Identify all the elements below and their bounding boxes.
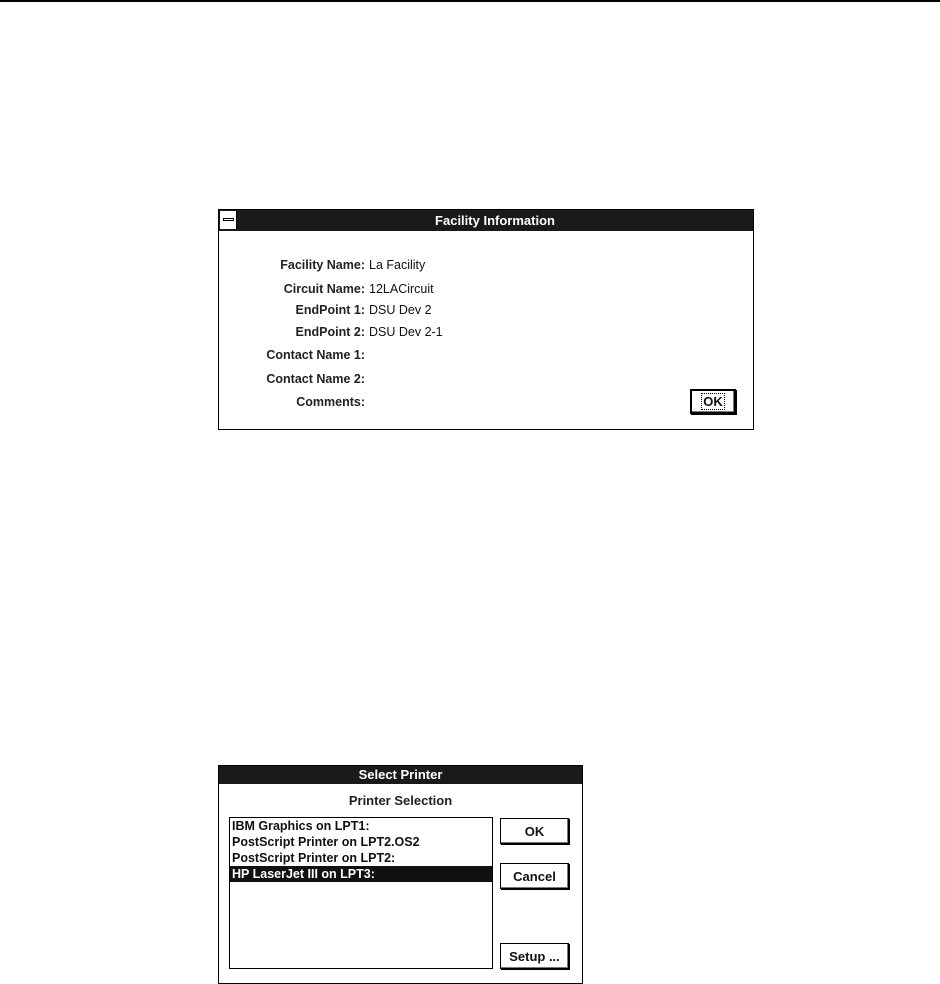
facility-dialog-title: Facility Information (435, 213, 555, 228)
select-printer-dialog (218, 765, 583, 984)
endpoint-1-label: EndPoint 1: (295, 303, 365, 317)
facility-name-value: La Facility (369, 258, 426, 272)
endpoint-2-value: DSU Dev 2-1 (369, 325, 443, 339)
printer-cancel-button[interactable]: Cancel (500, 863, 569, 889)
comments-label: Comments: (296, 395, 365, 409)
printer-dialog-titlebar[interactable] (219, 766, 582, 784)
printer-listbox[interactable] (229, 817, 493, 969)
system-menu-icon[interactable] (220, 211, 237, 229)
page-top-rule (0, 0, 940, 2)
endpoint-2-label: EndPoint 2: (295, 325, 365, 339)
endpoint-1-value: DSU Dev 2 (369, 303, 432, 317)
printer-ok-button[interactable]: OK (500, 818, 569, 844)
printer-selection-label: Printer Selection (348, 793, 453, 808)
printer-list-item[interactable]: PostScript Printer on LPT2.OS2 (232, 835, 420, 849)
facility-information-dialog (218, 209, 754, 430)
contact-name-1-label: Contact Name 1: (266, 348, 365, 362)
printer-list-item[interactable]: PostScript Printer on LPT2: (232, 851, 396, 865)
facility-dialog-titlebar[interactable] (219, 210, 753, 231)
printer-list-item-selected[interactable]: HP LaserJet III on LPT3: (230, 866, 492, 882)
ok-button-label: OK (703, 394, 723, 409)
printer-dialog-title: Select Printer (358, 767, 443, 782)
circuit-name-value: 12LACircuit (369, 282, 434, 296)
printer-setup-button[interactable]: Setup ... (500, 943, 569, 969)
circuit-name-label: Circuit Name: (283, 282, 365, 296)
printer-list-item[interactable]: IBM Graphics on LPT1: (232, 819, 370, 833)
contact-name-2-label: Contact Name 2: (266, 372, 365, 386)
facility-name-label: Facility Name: (280, 258, 365, 272)
ok-button[interactable] (690, 389, 736, 414)
